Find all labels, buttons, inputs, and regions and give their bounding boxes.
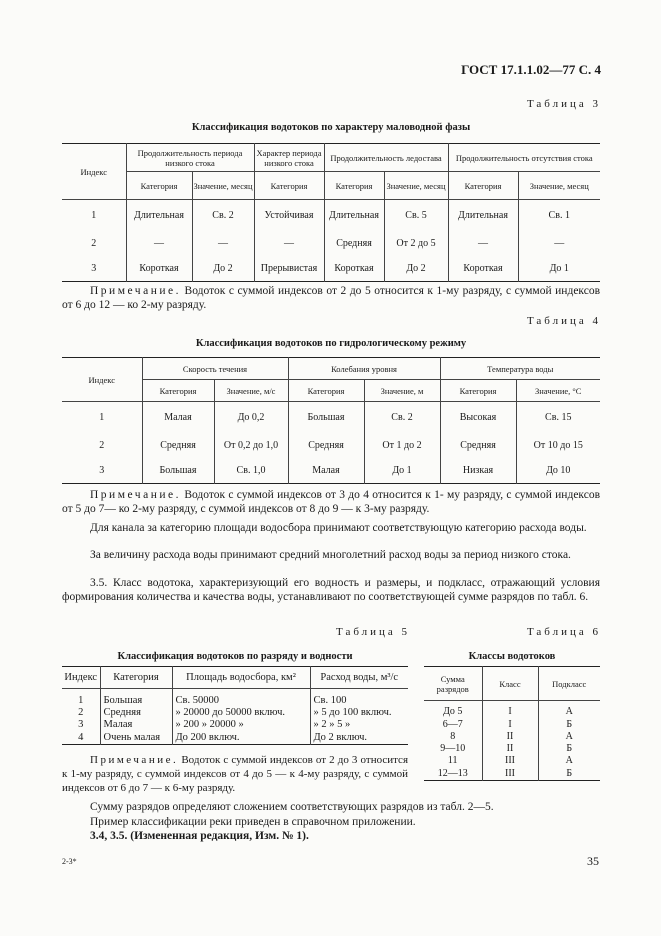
table3-sub: Категория <box>324 172 384 200</box>
table4-sub: Категория <box>142 380 214 402</box>
table6-caption: Классы водотоков <box>468 651 556 662</box>
cell: 9—10 <box>424 743 482 755</box>
table-row <box>424 701 600 719</box>
cell: От 10 до 15 <box>533 440 583 451</box>
cell: До 0,2 <box>214 402 288 434</box>
table4-sub: Категория <box>440 380 516 402</box>
table4-sub: Значение, м/с <box>214 380 288 402</box>
table4-sub: Значение, м <box>364 380 440 402</box>
table-row <box>424 731 600 743</box>
table-row <box>62 719 408 731</box>
cell: 2 <box>62 232 126 256</box>
table6-head: Класс <box>482 667 538 701</box>
cell: 11 <box>424 755 482 767</box>
table4-note <box>62 488 600 516</box>
table-row <box>424 767 600 781</box>
cell: Б <box>566 719 573 730</box>
cell: Малая <box>288 458 364 484</box>
cell: Св. 5 <box>384 200 448 232</box>
table4-sub: Значение, °С <box>535 385 582 396</box>
note-text: Водоток с суммой индексов от 2 до 3 относится к 1-му разряду, с суммой индексов от 4 до 5 — к 4-му разряду, с суммой индексов от 6 до 7 — к 6-му разряду. <box>62 754 409 794</box>
cell: — <box>554 238 565 249</box>
cell: 6—7 <box>424 719 482 731</box>
cell: Б <box>566 743 573 754</box>
table3-sub: Категория <box>448 172 518 200</box>
note-label: Примечание. <box>90 754 179 766</box>
table5-label: Таблица 5 <box>336 626 411 638</box>
cell: Св. 100 <box>313 695 347 707</box>
table5-head: Категория <box>100 667 172 689</box>
table4-head-group: Колебания уровня <box>288 358 440 380</box>
table4-caption: Классификация водотоков по гидрологическому режиму <box>195 338 467 349</box>
table6 <box>424 666 600 781</box>
cell: Средняя <box>324 232 384 256</box>
cell: Б <box>566 767 573 779</box>
table3-caption: Классификация водотоков по характеру маловодной фазы <box>191 122 471 133</box>
cell: I <box>482 719 538 731</box>
cell: — <box>254 232 324 256</box>
cell: 3 <box>62 719 100 731</box>
table-row <box>62 731 408 745</box>
table-row <box>62 402 600 434</box>
note-text: Водоток с суммой индексов от 3 до 4 относится к 1- му разряду, с суммой индексов от 5 до 7— ко 2-му разряду, с суммой индексов от 8 до 9 — к 3-му разряду. <box>62 489 601 515</box>
cell: III <box>482 755 538 767</box>
cell: II <box>482 743 538 755</box>
cell: — <box>448 232 518 256</box>
cell: 2 <box>62 434 142 458</box>
cell: » 20000 до 50000 включ. <box>172 707 310 719</box>
cell: 1 <box>62 200 126 232</box>
page-header: ГОСТ 17.1.1.02—77 С. 4 <box>461 62 601 77</box>
cell: Прерывистая <box>254 256 324 282</box>
note-text: Водоток с суммой индексов от 2 до 5 относится к 1-му разряду, с суммой индексов от 6 до 12 — ко 2-му разряду. <box>62 285 601 311</box>
table4-head-index: Индекс <box>62 358 142 402</box>
paragraph: За величину расхода воды принимают средний многолетний расход воды за период низкого стока. <box>90 549 571 561</box>
table-row <box>62 689 408 707</box>
cell: От 0,2 до 1,0 <box>214 434 288 458</box>
table3-head-index: Индекс <box>62 144 126 200</box>
cell: — <box>126 232 192 256</box>
cell: Очень малая <box>100 731 172 745</box>
cell: До 200 включ. <box>172 731 310 745</box>
table4-sub: Категория <box>288 380 364 402</box>
cell: Св. 2 <box>192 200 254 232</box>
cell: До 2 включ. <box>313 731 368 743</box>
table5 <box>62 666 408 745</box>
table3 <box>62 143 600 282</box>
cell: — <box>192 232 254 256</box>
footer-signature: 2-3* <box>62 857 77 866</box>
cell: Низкая <box>440 458 516 484</box>
cell: Малая <box>100 719 172 731</box>
table4-head-group: Скорость течения <box>142 358 288 380</box>
cell: » 200 » 20000 » <box>172 719 310 731</box>
cell: До 2 <box>192 256 254 282</box>
cell: Св. 1 <box>548 210 570 222</box>
cell: 3 <box>62 256 126 282</box>
cell: 3 <box>62 458 142 484</box>
cell: Короткая <box>448 256 518 282</box>
cell: А <box>565 731 573 742</box>
table4-head-group: Температура воды <box>440 358 600 380</box>
cell: III <box>482 767 538 781</box>
table3-label: Таблица 3 <box>526 98 601 110</box>
cell: Короткая <box>324 256 384 282</box>
table3-sub: Категория <box>254 172 324 200</box>
cell: До 10 <box>546 464 571 476</box>
paragraph: Для канала за категорию площади водосбора принимают соответствующую категорию расхода воды. <box>90 522 587 534</box>
cell: Высокая <box>440 402 516 434</box>
table6-head: Сумма разрядов <box>424 667 482 701</box>
cell: » 2 » 5 » <box>313 719 351 730</box>
table6-head: Подкласс <box>552 678 587 689</box>
table3-sub: Значение, месяц <box>192 172 254 200</box>
table3-head-group: Продолжительность отсутствия стока <box>448 144 600 172</box>
cell: 4 <box>62 731 100 745</box>
cell: Средняя <box>440 434 516 458</box>
cell: Большая <box>142 458 214 484</box>
note-label: Примечание. <box>90 285 181 297</box>
table6-label: Таблица 6 <box>526 626 601 638</box>
cell: 12—13 <box>424 767 482 781</box>
note-label: Примечание. <box>90 489 181 501</box>
cell: Средняя <box>288 434 364 458</box>
table-row <box>62 232 600 256</box>
cell: Средняя <box>100 707 172 719</box>
table-row <box>424 755 600 767</box>
table-row <box>424 719 600 731</box>
amendment-note: 3.4, 3.5. (Измененная редакция, Изм. № 1). <box>90 830 309 842</box>
cell: От 1 до 2 <box>364 434 440 458</box>
cell: А <box>565 755 573 766</box>
cell: Устойчивая <box>254 200 324 232</box>
table-row <box>62 707 408 719</box>
table-row <box>62 458 600 484</box>
page-number: 35 <box>587 854 599 868</box>
table4-label: Таблица 4 <box>526 315 601 327</box>
cell: До 5 <box>424 701 482 719</box>
cell: Малая <box>142 402 214 434</box>
cell: Св. 15 <box>545 412 572 424</box>
cell: Св. 2 <box>364 402 440 434</box>
cell: Длительная <box>126 200 192 232</box>
closing-line: Сумму разрядов определяют сложением соответствующих разрядов из табл. 2—5. <box>90 801 494 813</box>
cell: Большая <box>100 689 172 707</box>
table-row <box>62 434 600 458</box>
cell: 1 <box>62 689 100 707</box>
table3-head-group: Характер периода низкого стока <box>254 144 324 172</box>
table3-head-group: Продолжительность периода низкого стока <box>126 144 254 172</box>
table-row <box>424 743 600 755</box>
cell: II <box>482 731 538 743</box>
table-row <box>62 256 600 282</box>
table3-note <box>62 284 600 312</box>
table3-sub: Значение, месяц <box>384 172 448 200</box>
cell: От 2 до 5 <box>384 232 448 256</box>
cell: 1 <box>62 402 142 434</box>
cell: Св. 1,0 <box>214 458 288 484</box>
table5-head: Индекс <box>62 667 100 689</box>
cell: Длительная <box>324 200 384 232</box>
cell: » 5 до 100 включ. <box>313 707 392 718</box>
cell: Средняя <box>142 434 214 458</box>
cell: I <box>482 701 538 719</box>
cell: До 1 <box>364 458 440 484</box>
cell: 2 <box>62 707 100 719</box>
cell: Короткая <box>126 256 192 282</box>
table5-caption: Классификация водотоков по разряду и водности <box>117 651 353 662</box>
cell: До 2 <box>384 256 448 282</box>
table5-head: Расход воды, м³/с <box>320 671 399 683</box>
table5-head: Площадь водосбора, км² <box>172 667 310 689</box>
cell: 8 <box>424 731 482 743</box>
cell: До 1 <box>549 262 569 274</box>
paragraph: 3.5. Класс водотока, характеризующий его водность и размеры, и подкласс, отражающий условия формирования количества и качества воды, устанавливают по соответствующей сумме разрядов по табл. 6. <box>62 577 600 603</box>
table3-sub: Значение, месяц <box>529 180 589 191</box>
cell: А <box>565 706 573 718</box>
table5-note <box>62 753 408 795</box>
cell: Большая <box>288 402 364 434</box>
table3-head-group: Продолжительность ледостава <box>324 144 448 172</box>
closing-line: Пример классификации реки приведен в справочном приложении. <box>90 816 416 828</box>
table4 <box>62 357 600 484</box>
table-row <box>62 200 600 232</box>
cell: Длительная <box>448 200 518 232</box>
cell: Св. 50000 <box>172 689 310 707</box>
table3-sub: Категория <box>126 172 192 200</box>
